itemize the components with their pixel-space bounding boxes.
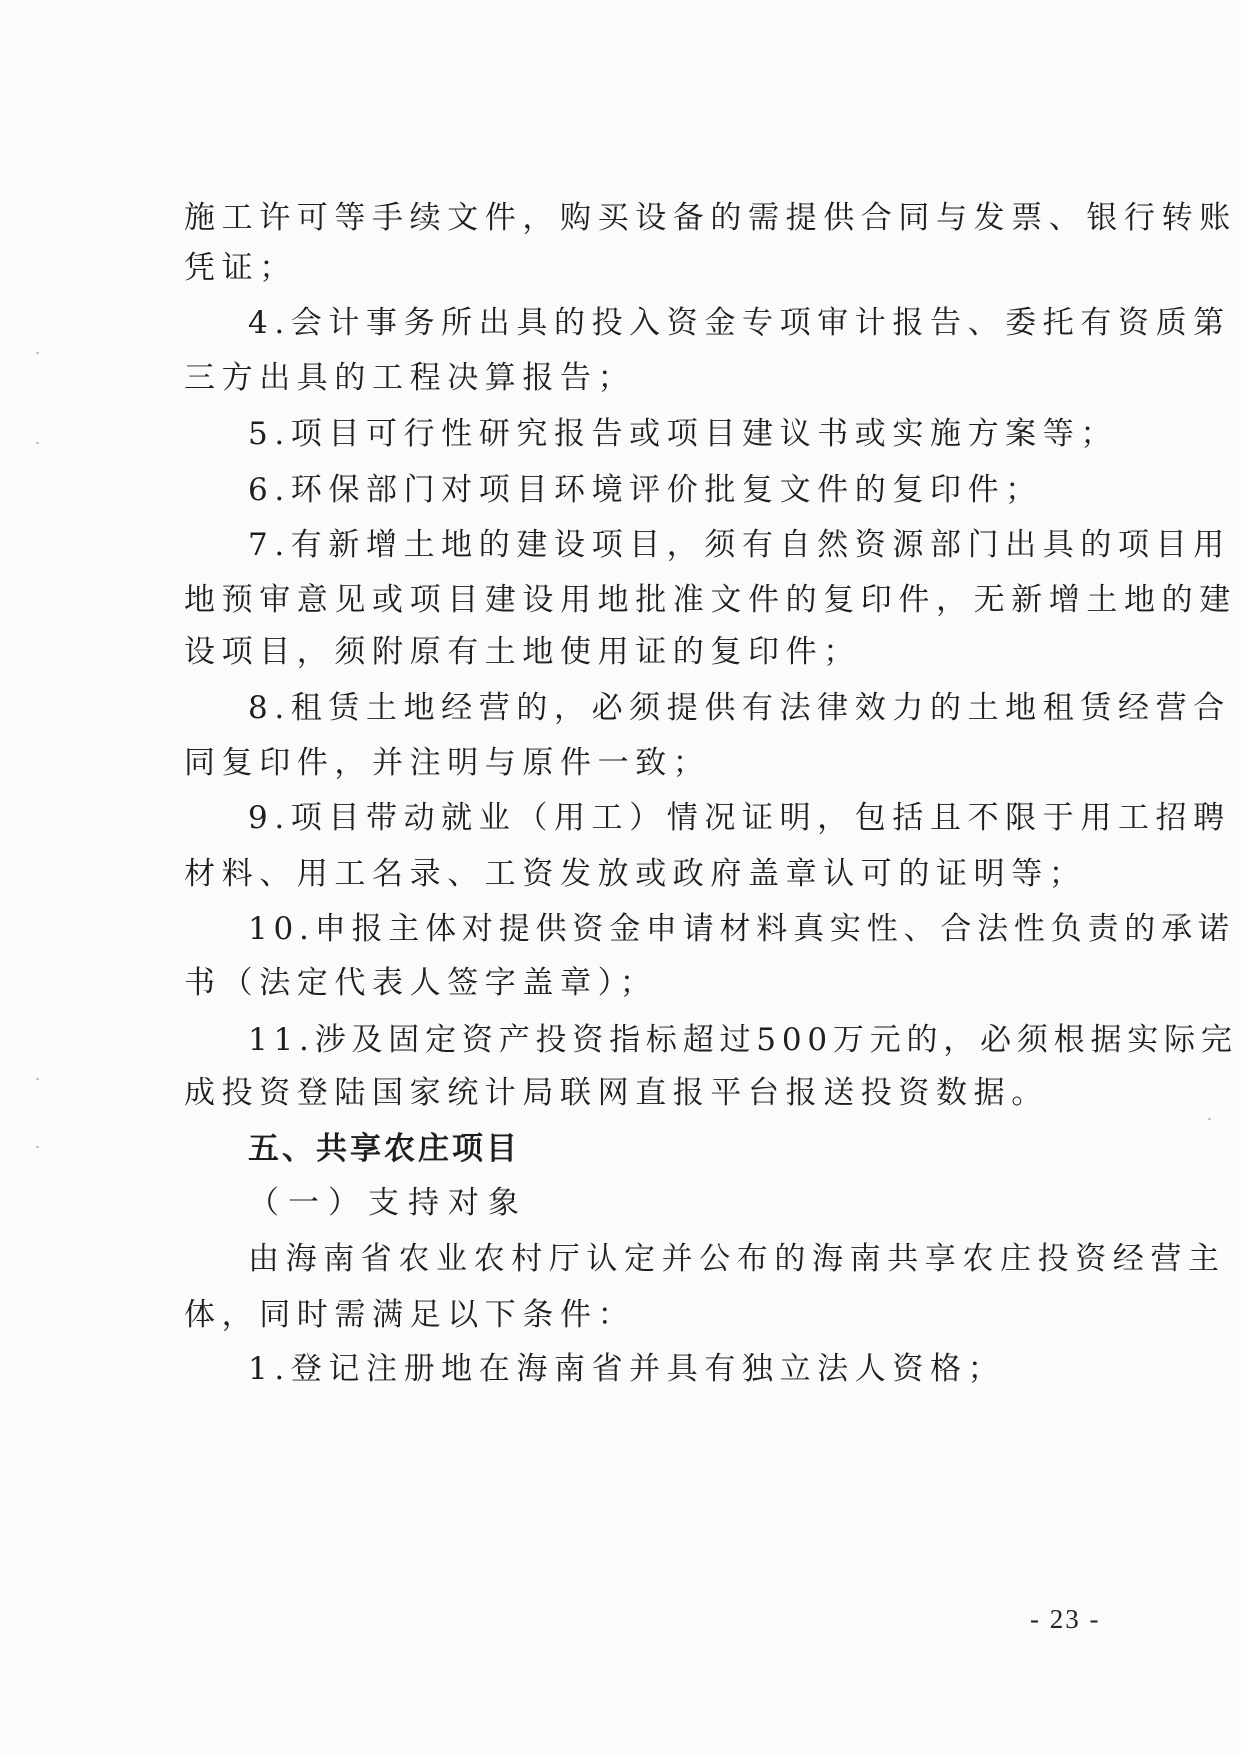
list-item-10-line: 10.申报主体对提供资金申请材料真实性、合法性负责的承诺 <box>248 911 1235 947</box>
paragraph-line: 材料、用工名录、工资发放或政府盖章认可的证明等； <box>184 856 1087 892</box>
list-item-8-line: 8.租赁土地经营的，必须提供有法律效力的土地租赁经营合 <box>248 690 1231 726</box>
paragraph-line: 由海南省农业农村厅认定并公布的海南共享农庄投资经营主 <box>248 1241 1226 1277</box>
list-item-9-line: 9.项目带动就业（用工）情况证明，包括且不限于用工招聘 <box>248 800 1231 836</box>
paragraph-line: 施工许可等手续文件，购买设备的需提供合同与发票、银行转账 <box>184 200 1237 236</box>
scan-speck <box>36 352 39 354</box>
paragraph-line: 成投资登陆国家统计局联网直报平台报送投资数据。 <box>184 1075 1049 1111</box>
scan-speck <box>36 1078 39 1080</box>
list-item-4-line: 4.会计事务所出具的投入资金专项审计报告、委托有资质第 <box>248 305 1231 341</box>
paragraph-line: 体，同时需满足以下条件： <box>184 1297 636 1333</box>
paragraph-line: 同复印件，并注明与原件一致； <box>184 745 711 781</box>
scan-speck <box>36 1146 39 1148</box>
scan-speck <box>1208 1118 1211 1120</box>
paragraph-line: 凭证； <box>184 250 297 286</box>
list-item-11-line: 11.涉及固定资产投资指标超过500万元的，必须根据实际完 <box>248 1022 1238 1058</box>
paragraph-line: 地预审意见或项目建设用地批准文件的复印件，无新增土地的建 <box>184 582 1237 618</box>
list-item-1: 1.登记注册地在海南省并具有独立法人资格； <box>248 1351 1006 1387</box>
paragraph-line: 三方出具的工程决算报告； <box>184 360 636 396</box>
paragraph-line: 设项目，须附原有土地使用证的复印件； <box>184 634 861 670</box>
list-item-5: 5.项目可行性研究报告或项目建议书或实施方案等； <box>248 416 1118 452</box>
scan-speck <box>36 442 39 444</box>
list-item-6: 6.环保部门对项目环境评价批复文件的复印件； <box>248 472 1043 508</box>
list-item-7-line: 7.有新增土地的建设项目，须有自然资源部门出具的项目用 <box>248 527 1231 563</box>
section-heading: 五、共享农庄项目 <box>248 1131 520 1167</box>
page-number: - 23 - <box>1030 1604 1101 1634</box>
subsection-heading: （一）支持对象 <box>248 1185 528 1221</box>
paragraph-line: 书（法定代表人签字盖章）； <box>184 965 658 1001</box>
